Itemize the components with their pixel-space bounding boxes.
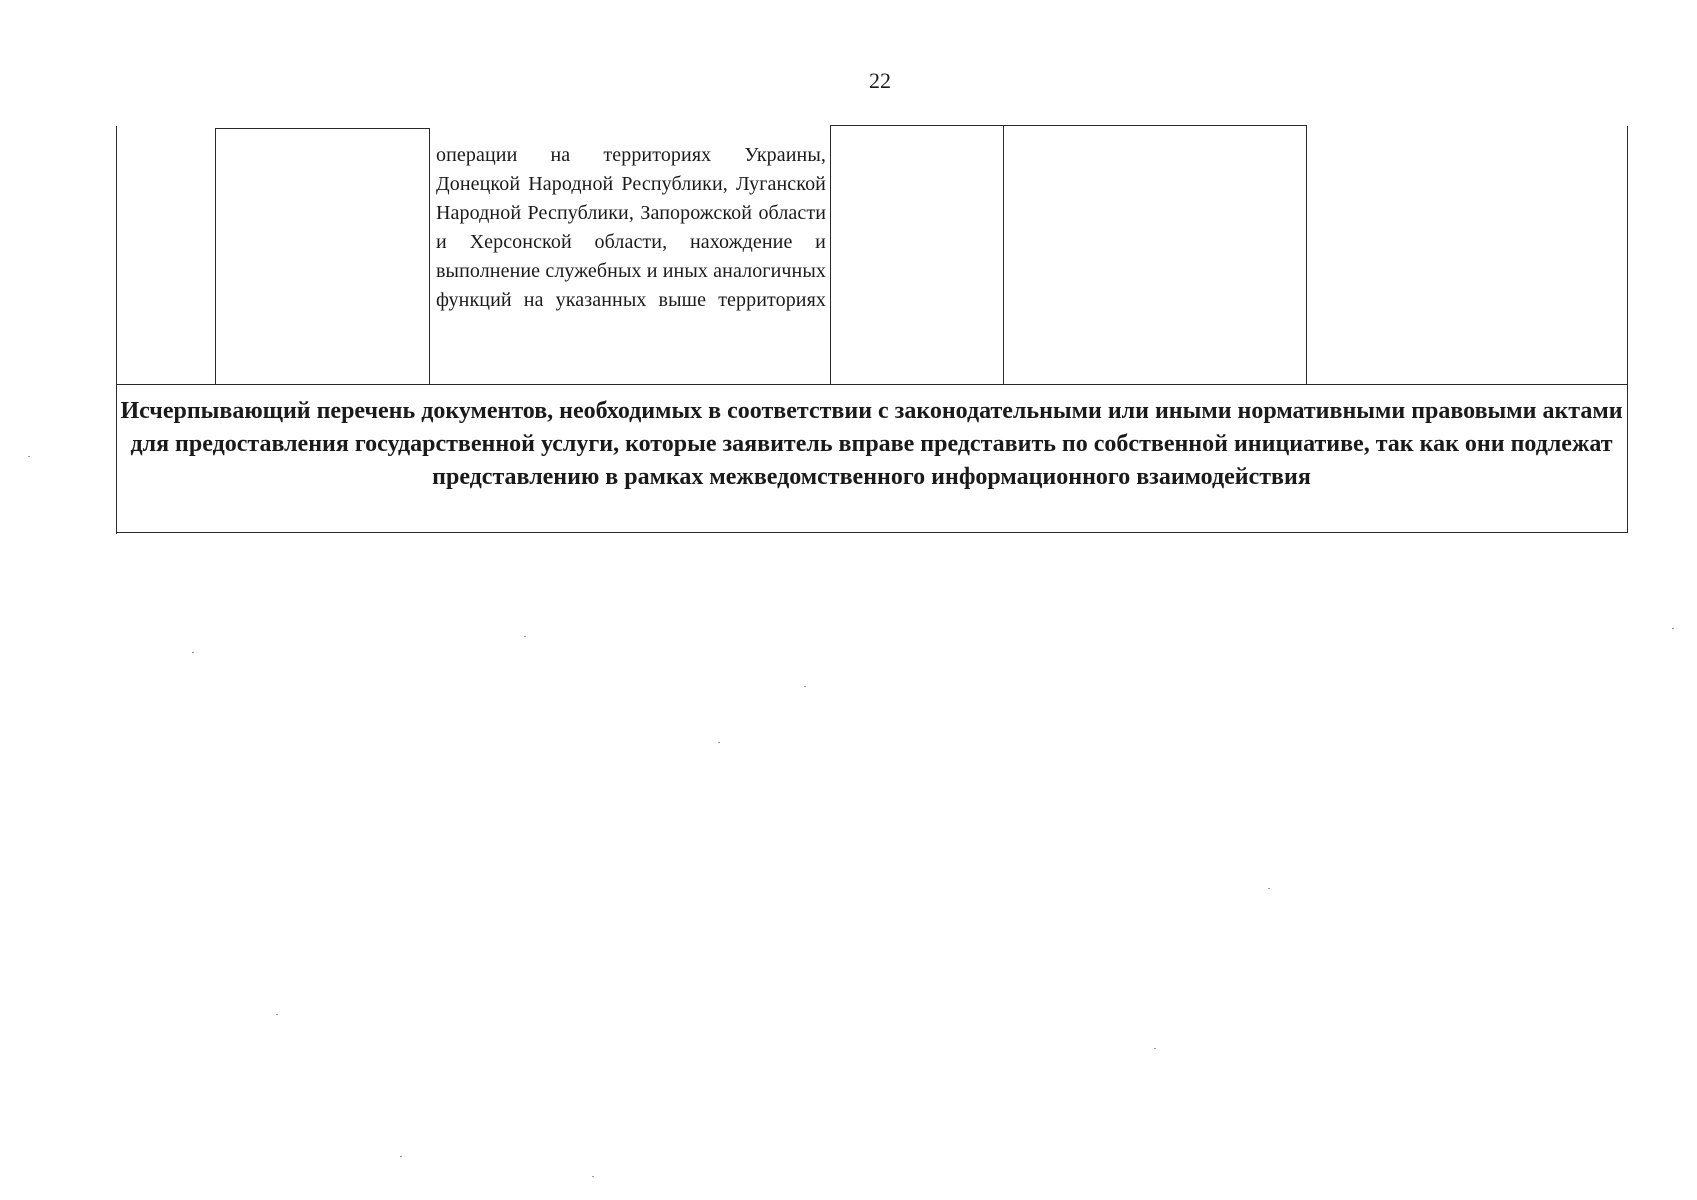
- scan-speck: [804, 686, 806, 687]
- cell-2-left: [215, 128, 216, 384]
- cell-4-top: [830, 125, 1306, 126]
- scan-speck: [524, 636, 526, 637]
- cell-4-left: [830, 125, 831, 384]
- scan-speck: [1268, 888, 1270, 889]
- table-border-bottom: [116, 532, 1628, 533]
- cell-2-top: [215, 128, 430, 129]
- section-heading: Исчерпывающий перечень документов, необходимых в соответствии с законодательными или иными нормативными правовыми актами для предоставления государственной услуги, которые заявитель вправе представить по собственной инициативе, так как они подлежат представлению в рамках межведомственного информационного взаимодействия: [120, 398, 1623, 490]
- table-border-right: [1627, 126, 1628, 532]
- scan-speck: [718, 742, 720, 743]
- scan-speck: [276, 1014, 278, 1015]
- table-border-left: [116, 126, 117, 534]
- scan-speck: [28, 456, 30, 457]
- scan-speck: [1672, 628, 1674, 629]
- cell-6-left: [1306, 125, 1307, 384]
- continued-row-text: операции на территориях Украины, Донецкой Народной Республики, Луганской Народной Республики, Запорожской области и Херсонской области, нахождение и выполнение служебных и иных аналогичных функций на указанных выше территориях: [436, 144, 826, 311]
- scan-speck: [400, 1156, 402, 1157]
- page-number: 22: [869, 68, 891, 93]
- scan-speck: [192, 652, 194, 653]
- scan-speck: [592, 1176, 594, 1177]
- row-divider: [116, 384, 1628, 385]
- cell-5-left: [1003, 125, 1004, 384]
- scan-speck: [1154, 1048, 1156, 1049]
- cell-3-left: [429, 128, 430, 384]
